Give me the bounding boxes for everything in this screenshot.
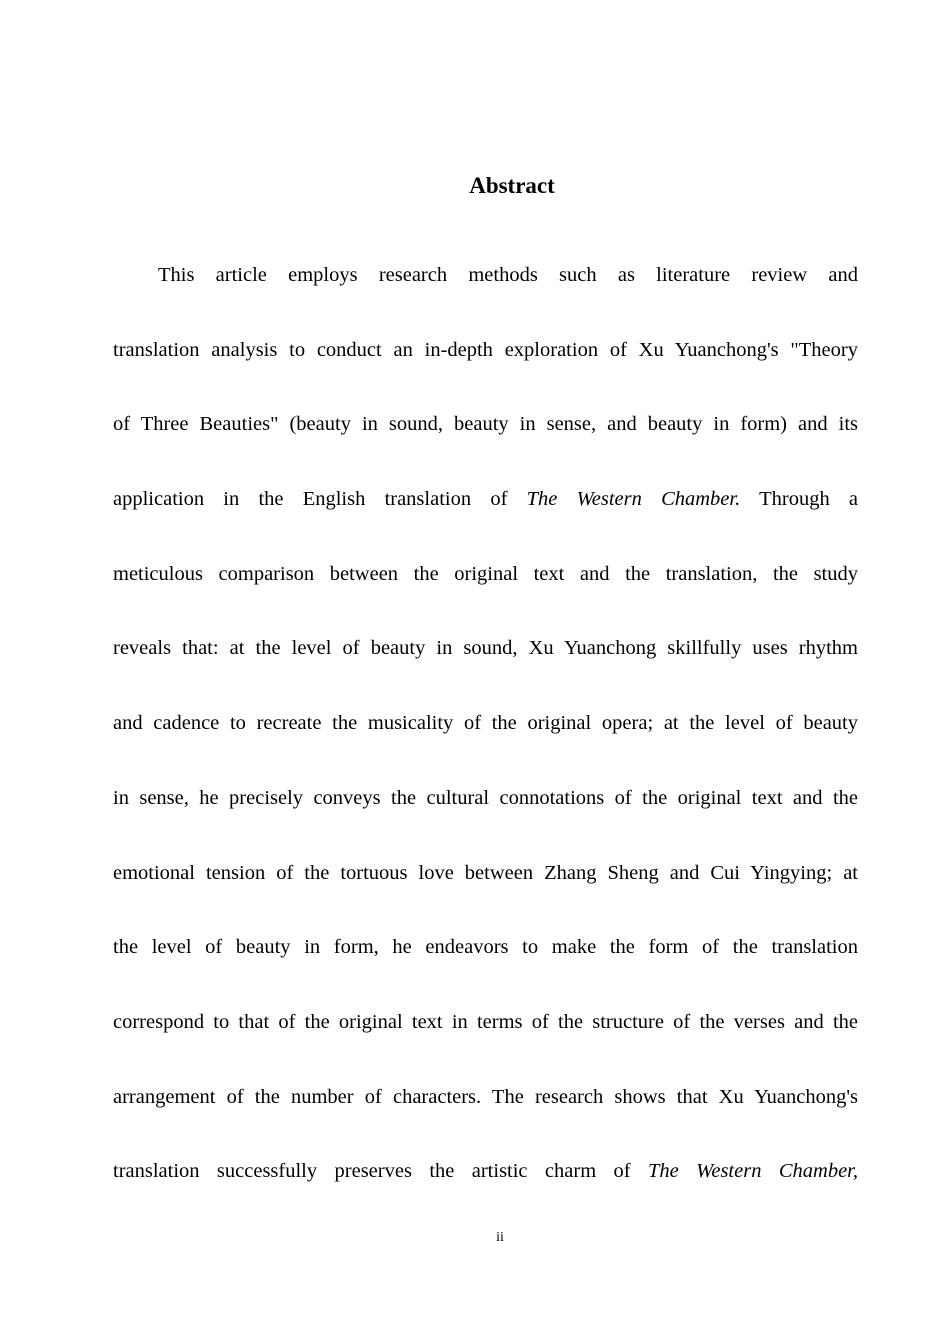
line-text: emotional tension of the tortuous love between Zhang Sheng and Cui Yingying; at bbox=[113, 861, 858, 884]
line-text: Through a bbox=[740, 488, 859, 511]
abstract-line bbox=[113, 611, 858, 686]
line-text: meticulous comparison between the original text and the translation, the study bbox=[113, 562, 858, 585]
line-text: and cadence to recreate the musicality of the original opera; at the level of beauty bbox=[113, 712, 858, 735]
line-text: arrangement of the number of characters. The research shows that Xu Yuanchong's bbox=[113, 1085, 858, 1108]
abstract-line bbox=[113, 761, 858, 836]
abstract-line bbox=[113, 686, 858, 761]
line-text: This article employs research methods such as literature review and bbox=[158, 264, 858, 286]
abstract-body bbox=[113, 238, 858, 1209]
abstract-line bbox=[113, 537, 858, 612]
italic-title-text: The Western Chamber. bbox=[526, 488, 741, 511]
line-text: of Three Beauties" (beauty in sound, beauty in sense, and beauty in form) and its bbox=[113, 413, 858, 436]
line-text: in sense, he precisely conveys the cultural connotations of the original text and the bbox=[113, 786, 858, 809]
line-text: translation analysis to conduct an in-depth exploration of Xu Yuanchong's "Theory bbox=[113, 338, 858, 361]
line-text: reveals that: at the level of beauty in sound, Xu Yuanchong skillfully uses rhythm bbox=[113, 637, 858, 660]
abstract-line bbox=[113, 1134, 858, 1209]
abstract-line bbox=[113, 462, 858, 537]
abstract-line bbox=[113, 836, 858, 911]
line-text: correspond to that of the original text in terms of the structure of the verses and the bbox=[113, 1010, 858, 1033]
abstract-line bbox=[113, 387, 858, 462]
line-text: application in the English translation of bbox=[113, 488, 527, 511]
abstract-line bbox=[113, 1060, 858, 1135]
abstract-line bbox=[113, 985, 858, 1060]
abstract-line bbox=[113, 238, 858, 313]
italic-title-text: The Western Chamber, bbox=[648, 1160, 859, 1183]
line-text: translation successfully preserves the artistic charm of bbox=[113, 1160, 649, 1183]
abstract-line bbox=[113, 313, 858, 388]
line-text: the level of beauty in form, he endeavors to make the form of the translation bbox=[113, 936, 858, 959]
abstract-line bbox=[113, 910, 858, 985]
page-number: ii bbox=[496, 1230, 504, 1245]
abstract-heading: Abstract bbox=[469, 173, 555, 198]
